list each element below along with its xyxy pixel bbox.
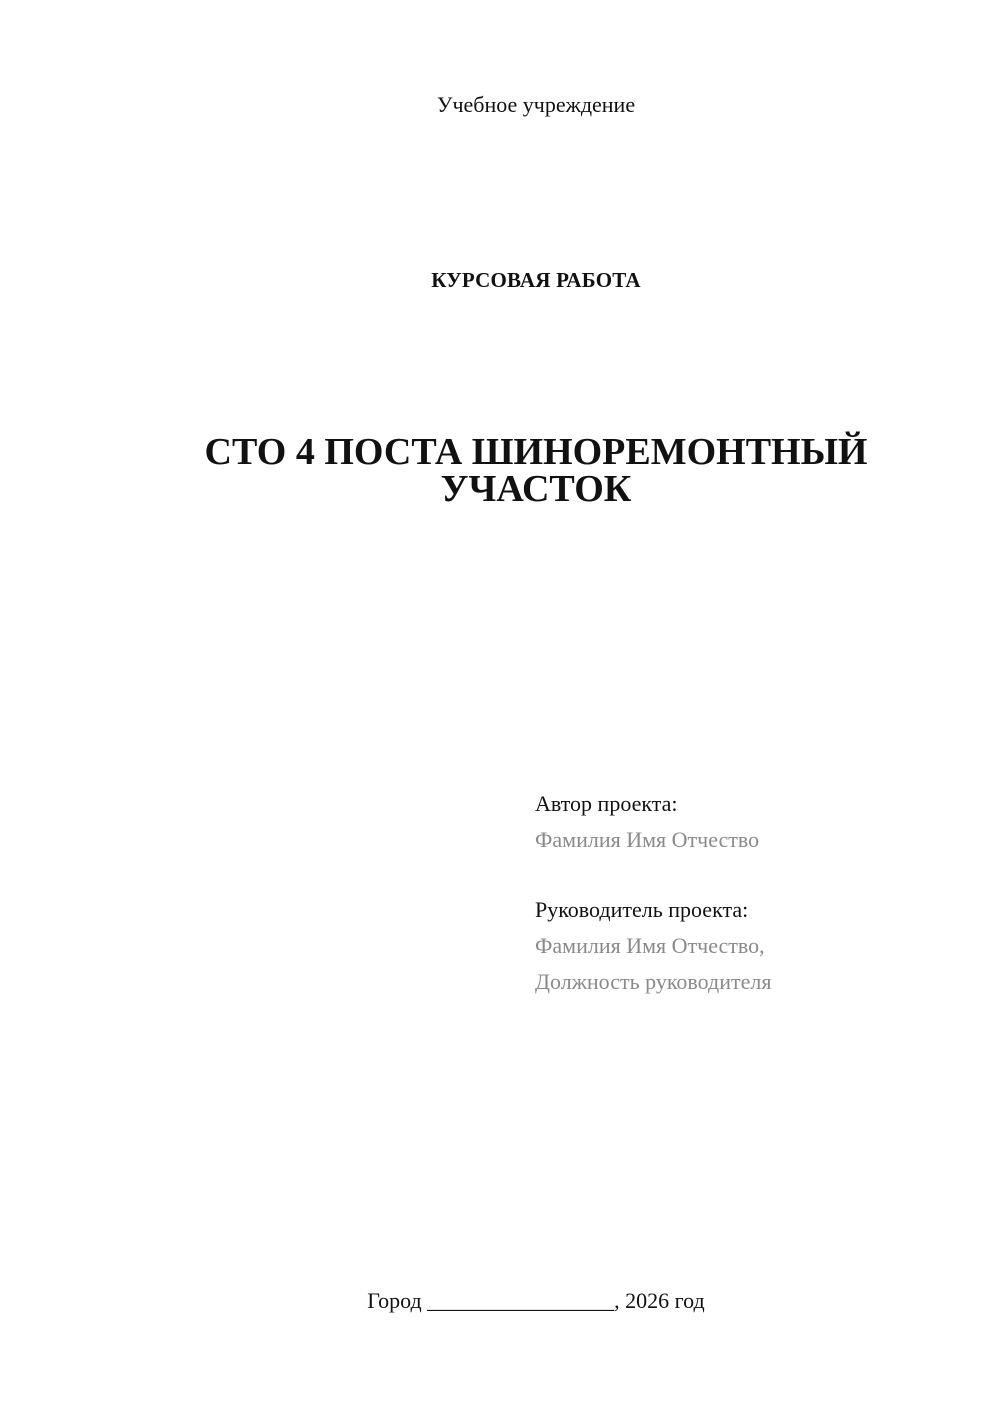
document-title [150,431,922,510]
year-text: , 2026 год [614,1288,705,1313]
city-year-line [0,1288,1000,1314]
supervisor-label: Руководитель проекта: [535,897,749,922]
supervisor-position: Должность руководителя [535,969,772,994]
author-name: Фамилия Имя Отчество [535,827,760,852]
document-title-line-2: УЧАСТОК [440,468,632,510]
document-type: КУРСОВАЯ РАБОТА [431,268,641,292]
supervisor-block [535,892,975,1000]
document-title-line-1: СТО 4 ПОСТА ШИНОРЕМОНТНЫЙ [204,431,868,473]
author-block [535,786,975,858]
city-label: Город [367,1288,422,1313]
supervisor-name: Фамилия Имя Отчество, [535,933,765,958]
city-blank: _________________ [427,1288,615,1313]
author-label: Автор проекта: [535,791,678,816]
institution-name: Учебное учреждение [436,92,636,117]
